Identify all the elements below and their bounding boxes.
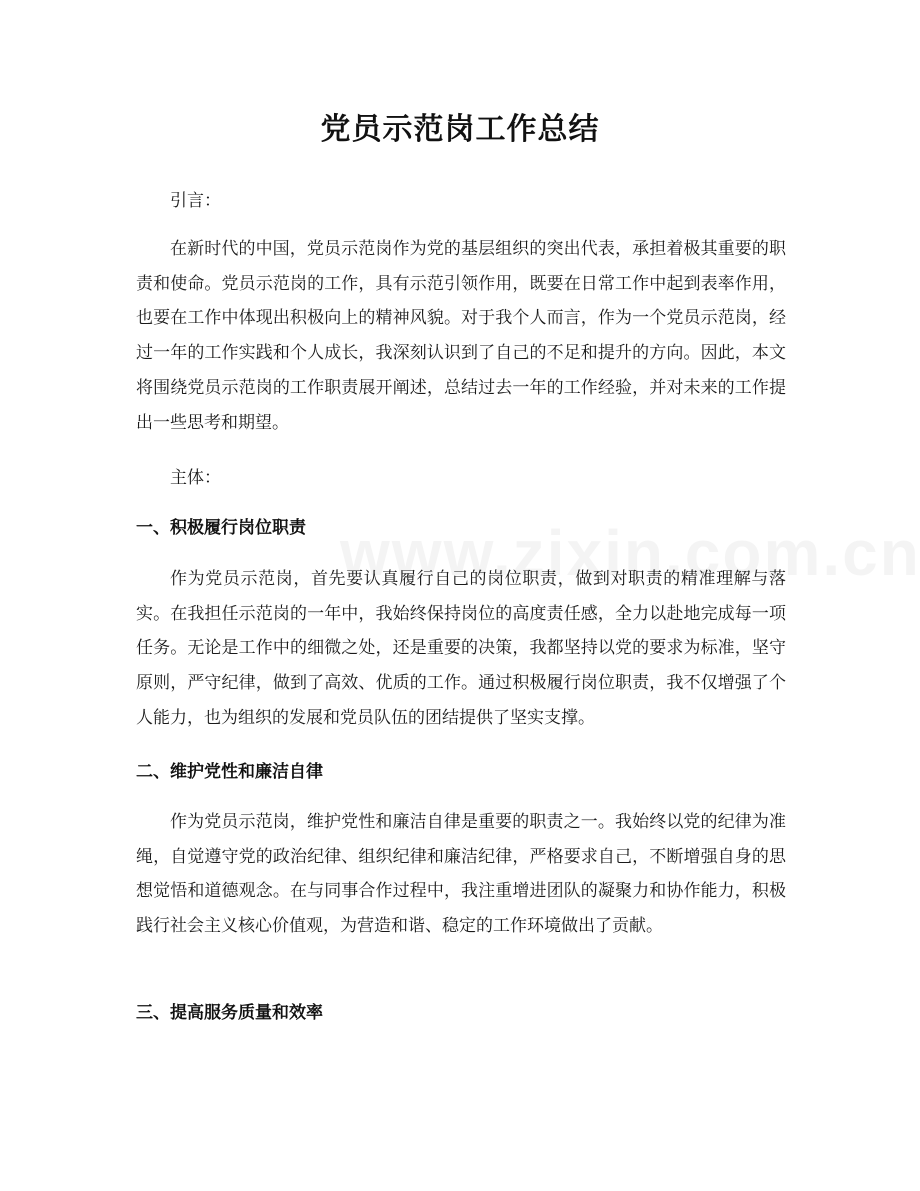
intro-label: 引言： [170,191,221,211]
section-paragraph: 作为党员示范岗，首先要认真履行自己的岗位职责，做到对职责的精准理解与落实。在我担任示范岗的一年中，我始终保持岗位的高度责任感，全力以赴地完成每一项任务。无论是工作中的细微之处，还是重要的决策，我都坚持以党的要求为标准，坚守原则，严守纪律，做到了高效、优质的工作。通过积极履行岗位职责，我不仅增强了个人能力，也为组织的发展和党员队伍的团结提供了坚实支撑。 [136,569,786,728]
intro-paragraph: 在新时代的中国，党员示范岗作为党的基层组织的突出代表，承担着极其重要的职责和使命。党员示范岗的工作，具有示范引领作用，既要在日常工作中起到表率作用，也要在工作中体现出积极向上的精神风貌。对于我个人而言，作为一个党员示范岗，经过一年的工作实践和个人成长，我深刻认识到了自己的不足和提升的方向。因此，本文将围绕党员示范岗的工作职责展开阐述，总结过去一年的工作经验，并对未来的工作提出一些思考和期望。 [136,239,786,433]
section-paragraph: 作为党员示范岗，维护党性和廉洁自律是重要的职责之一。我始终以党的纪律为准绳，自觉遵守党的政治纪律、组织纪律和廉洁纪律，严格要求自己，不断增强自身的思想觉悟和道德观念。在与同事合作过程中，我注重增进团队的凝聚力和协作能力，积极践行社会主义核心价值观，为营造和谐、稳定的工作环境做出了贡献。 [136,812,786,937]
document-title: 党员示范岗工作总结 [320,112,600,147]
section-heading: 一、积极履行岗位职责 [136,518,306,538]
body-label: 主体： [170,468,221,488]
section-heading: 三、提高服务质量和效率 [136,1003,323,1023]
section-heading: 二、维护党性和廉洁自律 [136,762,323,782]
